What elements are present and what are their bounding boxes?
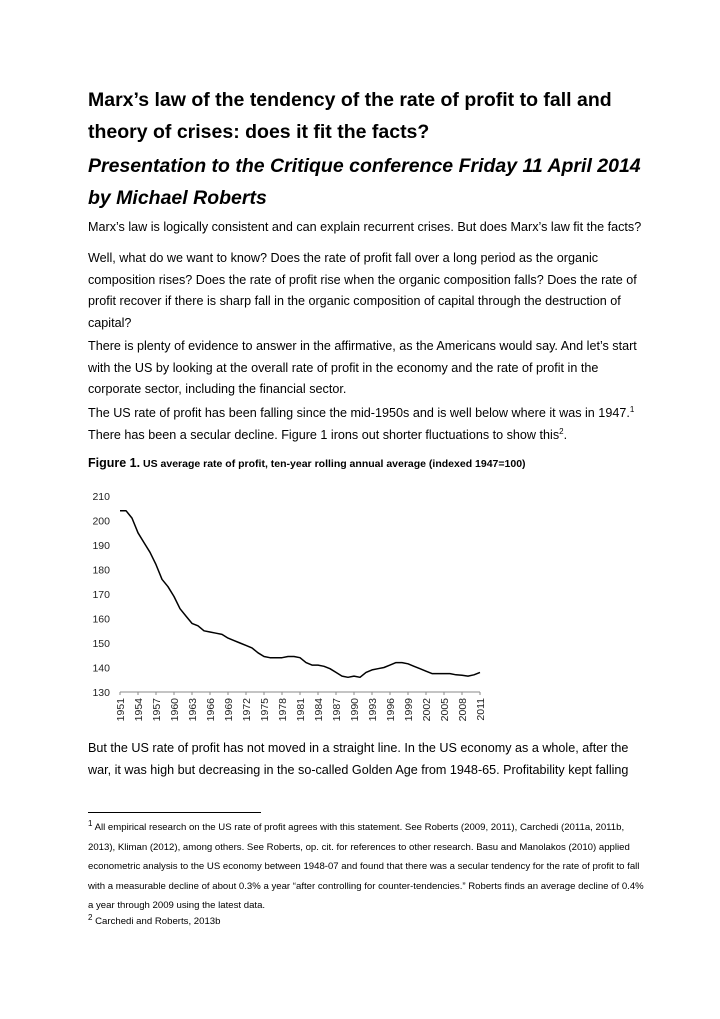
- paragraph-4-text-b: There has been a secular decline. Figure 1 irons out shorter fluctuations to show this: [88, 427, 560, 442]
- footnote-2-text: Carchedi and Roberts, 2013b: [92, 916, 221, 927]
- x-tick-label: 2002: [421, 698, 433, 722]
- x-tick-label: 1975: [259, 698, 271, 722]
- x-tick-label: 2008: [457, 698, 469, 722]
- footnote-divider: [88, 812, 261, 813]
- footnote-2-number: 2: [88, 912, 93, 922]
- paragraph-4-text-a: The US rate of profit has been falling since the mid-1950s and is well below where it was in 1947.: [88, 406, 630, 420]
- profit-rate-series-line: [120, 511, 480, 678]
- footnote-1: [88, 818, 648, 916]
- y-tick-label: 200: [92, 515, 110, 528]
- x-tick-label: 2011: [475, 698, 487, 721]
- y-tick-label: 150: [92, 638, 110, 650]
- y-tick-label: 190: [92, 540, 110, 552]
- footnote-2: [88, 912, 648, 932]
- x-tick-label: 1957: [151, 698, 163, 722]
- x-tick-label: 1972: [241, 698, 253, 722]
- paragraph-4: [88, 403, 648, 446]
- paper-title: Marx’s law of the tendency of the rate of profit to fall and theory of crises: does it fit the facts?: [88, 89, 612, 143]
- x-tick-label: 1981: [295, 698, 307, 722]
- x-tick-label: 1996: [385, 698, 397, 722]
- paragraph-4-text-c: .: [563, 427, 568, 442]
- paragraph-1: Marx’s law is logically consistent and can explain recurrent crises. But does Marx’s law fit the facts?: [88, 220, 642, 234]
- y-tick-label: 130: [92, 687, 110, 699]
- y-tick-label: 180: [92, 564, 110, 577]
- footnote-1-text: All empirical research on the US rate of profit agrees with this statement. See Roberts (2009, 2011), Carchedi (2011a, 2011b, 2013), Kliman (2012), among others. See Roberts, op. cit. for references to other research. Basu and Manolakos (2010) applied econometric analysis to the US economy between 1948-07 and found that there was a secular tendency for the rate of profit to fall with a measurable decline of about 0.3% a year “after controlling for counter-tendencies.” Roberts finds an average decline of 0.4% a year through 2009 using the latest data.: [88, 822, 644, 911]
- x-tick-label: 1966: [205, 698, 217, 722]
- y-tick-label: 140: [92, 662, 110, 675]
- y-tick-label: 160: [92, 613, 110, 626]
- footnote-ref-2: 2: [559, 426, 564, 436]
- footnote-ref-1: 1: [629, 404, 635, 414]
- paragraph-5: But the US rate of profit has not moved in a straight line. In the US economy as a whole, after the war, it was high but decreasing in the so-called Golden Age from 1948-65. Profitability kept falling: [88, 741, 629, 777]
- x-tick-label: 1978: [277, 698, 289, 722]
- figure-label: Figure 1.: [88, 456, 141, 470]
- x-tick-label: 1951: [115, 698, 127, 722]
- paper-subtitle: Presentation to the Critique conference Friday 11 April 2014 by Michael Roberts: [88, 155, 641, 209]
- line-chart: [88, 484, 488, 724]
- x-tick-label: 1954: [133, 698, 145, 722]
- x-tick-label: 1984: [313, 698, 325, 722]
- x-tick-label: 1999: [403, 698, 415, 722]
- x-tick-label: 1987: [331, 698, 343, 722]
- paragraph-2: Well, what do we want to know? Does the rate of profit fall over a long period as the organic composition rises? Does the rate of profit rise when the organic composition falls? Does the rate of profit recover if there is sharp fall in the organic composition of capital through the destruction of capital?: [88, 251, 637, 330]
- y-tick-label: 170: [92, 589, 110, 601]
- x-tick-label: 2005: [439, 698, 451, 722]
- figure-caption: [88, 456, 648, 470]
- footnote-1-number: 1: [88, 818, 93, 828]
- y-tick-label: 210: [92, 491, 110, 503]
- x-tick-label: 1969: [223, 698, 235, 722]
- x-tick-label: 1960: [169, 698, 181, 722]
- paragraph-3: There is plenty of evidence to answer in the affirmative, as the Americans would say. And let’s start with the US by looking at the overall rate of profit in the economy and the rate of profit in the corporate sector, including the financial sector.: [88, 339, 637, 396]
- x-tick-label: 1963: [187, 698, 199, 722]
- x-tick-label: 1990: [349, 698, 361, 722]
- figure-caption-text: US average rate of profit, ten-year rolling annual average (indexed 1947=100): [140, 458, 526, 470]
- x-tick-label: 1993: [367, 698, 379, 722]
